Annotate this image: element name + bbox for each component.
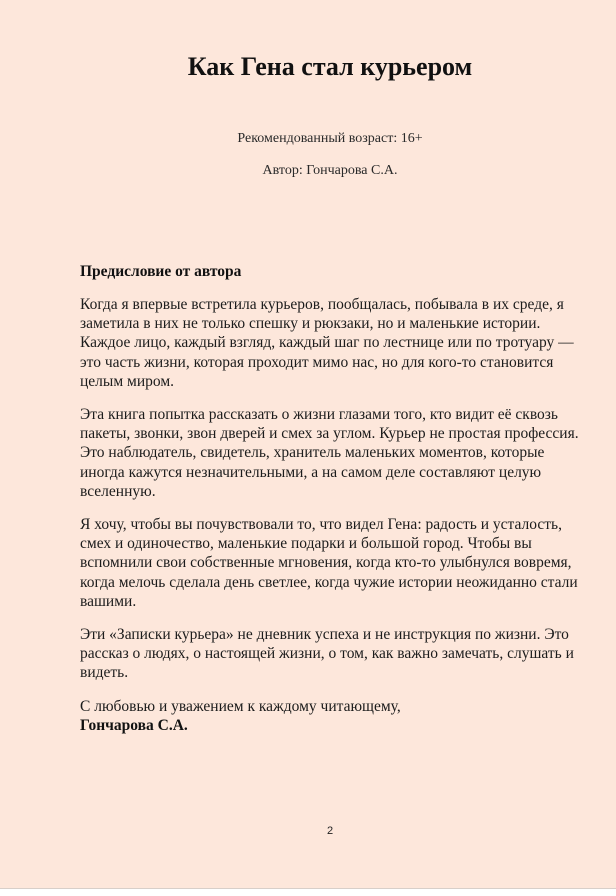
page-number: 2 — [326, 825, 334, 837]
signature: Гончарова С.А. — [80, 716, 188, 734]
paragraph-4: Эти «Записки курьера» не дневник успеха и не инструкция по жизни. Это рассказ о людях, о настоящей жизни, о том, как важно замечать, слушать и видеть. — [80, 626, 574, 682]
page-gap — [0, 889, 616, 896]
preface-section — [80, 262, 580, 735]
age-rating: Рекомендованный возраст: 16+ — [237, 131, 423, 146]
closing-line: С любовью и уважением к каждому читающему, — [80, 697, 401, 715]
document-title: Как Гена стал курьером — [187, 52, 473, 81]
section-heading: Предисловие от автора — [80, 263, 242, 280]
paragraph-2: Эта книга попытка рассказать о жизни глазами того, кто видит её сквозь пакеты, звонки, звон дверей и смех за углом. Курьер не простая профессия. Это наблюдатель, свидетель, хранитель маленьких моментов, которые иногда кажутся незначительными, а на самом деле составляют целую вселенную. — [80, 406, 579, 500]
paragraph-1: Когда я впервые встретила курьеров, пообщалась, побывала в их среде, я заметила в них не только спешку и рюкзаки, но и маленькие истории. Каждое лицо, каждый взгляд, каждый шаг по лестнице или по тротуару — это часть жизни, которая проходит мимо нас, но для кого-то становится целым миром. — [80, 296, 574, 390]
paragraph-3: Я хочу, чтобы вы почувствовали то, что видел Гена: радость и усталость, смех и одиночество, маленькие подарки и большой город. Чтобы вы вспомнили свои собственные мгновения, когда кто-то улыбнулся вовремя, когда мелочь сделала день светлее, когда чужие истории неожиданно стали вашими. — [80, 516, 578, 610]
author-line: Автор: Гончарова С.А. — [262, 163, 398, 178]
